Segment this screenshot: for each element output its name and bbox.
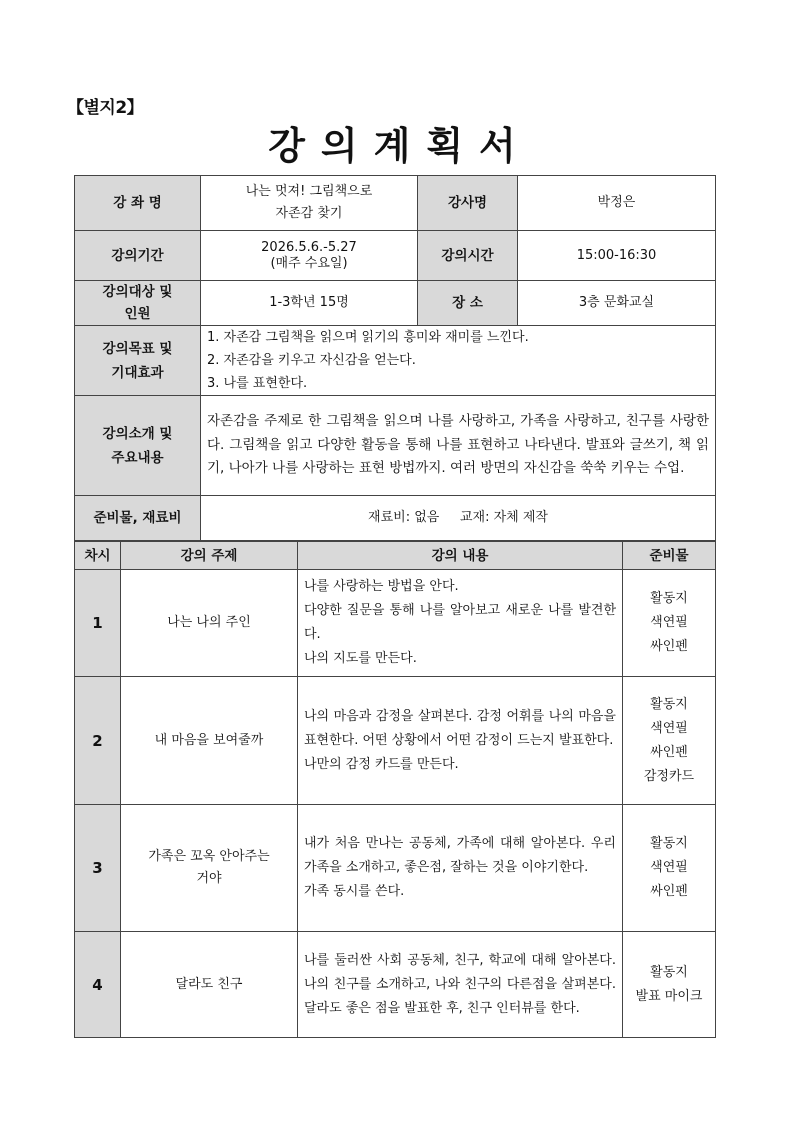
- materials-value: 재료비: 없음 교재: 자체 제작: [201, 496, 716, 541]
- materials-label: 준비물, 재료비: [75, 496, 201, 541]
- content-line: 나의 지도를 만든다.: [304, 651, 417, 666]
- lecture-plan-table: [74, 175, 715, 1038]
- session-content: [298, 805, 623, 932]
- course-name-line: 자존감 찾기: [275, 206, 343, 221]
- instructor-value: 박정은: [518, 176, 716, 231]
- period-line: (매주 수요일): [270, 255, 348, 271]
- supply-item: 감정카드: [643, 768, 695, 784]
- content-line: 나를 사랑하는 방법을 안다.: [304, 579, 459, 594]
- schedule-row: [75, 932, 716, 1038]
- session-number: 1: [75, 570, 121, 677]
- intro-label-line: 주요내용: [111, 449, 164, 466]
- supply-item: 색연필: [650, 860, 688, 875]
- content-line: 나를 둘러싼 사회 공동체, 친구, 학교에 대해 알아본다. 나의 친구를 소개하고, 나와 친구의 다른점을 살펴본다. 달라도 좋은 점을 발표한 후, 친구 인터뷰를 한다.: [304, 952, 616, 1016]
- period-label: 강의기간: [75, 231, 201, 281]
- supply-item: 활동지: [650, 964, 688, 980]
- topic-line: 나는 나의 주인: [167, 615, 251, 630]
- supply-item: 싸인펜: [650, 639, 688, 654]
- supply-item: 발표 마이크: [635, 988, 703, 1004]
- supply-item: 싸인펜: [650, 744, 688, 760]
- header-topic: 강의 주제: [121, 542, 298, 570]
- time-label: 강의시간: [418, 231, 518, 281]
- target-value: 1-3학년 15명: [201, 281, 418, 326]
- place-value: 3층 문화교실: [518, 281, 716, 326]
- session-supplies: [623, 932, 716, 1038]
- content-line: 나의 마음과 감정을 살펴본다. 감정 어휘를 나의 마음을 표현한다. 어떤 상황에서 어떤 감정이 드는지 발표한다.: [304, 708, 616, 748]
- content-line: 다양한 질문을 통해 나를 알아보고 새로운 나를 발견한다.: [304, 603, 616, 642]
- supply-item: 활동지: [650, 696, 688, 712]
- course-name-line: 나는 멋져! 그림책으로: [245, 184, 373, 199]
- row-period: [75, 231, 716, 281]
- goal-item: 3. 나를 표현한다.: [207, 376, 308, 391]
- session-supplies: [623, 570, 716, 677]
- intro-value: 자존감을 주제로 한 그림책을 읽으며 나를 사랑하고, 가족을 사랑하고, 친구를 사랑한다. 그림책을 읽고 다양한 활동을 통해 나를 표현하고 나타낸다. 발표와 글쓰기, 책 읽기, 나아가 나를 사랑하는 표현 방법까지. 여러 방면의 자신감을 쑥쑥 키우는 수업.: [201, 396, 716, 496]
- session-content: [298, 932, 623, 1038]
- topic-line: 거야: [196, 871, 222, 886]
- instructor-label: 강사명: [418, 176, 518, 231]
- session-topic: [121, 570, 298, 677]
- intro-label-line: 강의소개 및: [102, 425, 173, 442]
- row-target: [75, 281, 716, 326]
- course-name-value: [201, 176, 418, 231]
- place-label: 장 소: [418, 281, 518, 326]
- goals-value: [201, 326, 716, 396]
- session-supplies: [623, 677, 716, 805]
- topic-line: 가족은 꼬옥 안아주는: [148, 849, 270, 864]
- intro-label: [75, 396, 201, 496]
- goals-label: [75, 326, 201, 396]
- content-line: 가족 동시를 쓴다.: [304, 884, 405, 899]
- content-line: 나만의 감정 카드를 만든다.: [304, 756, 459, 772]
- period-value: [201, 231, 418, 281]
- topic-line: 내 마음을 보여줄까: [154, 732, 264, 748]
- session-supplies: [623, 805, 716, 932]
- row-intro: [75, 396, 716, 496]
- supply-item: 색연필: [650, 615, 688, 630]
- target-label-line: 인원: [124, 306, 151, 322]
- period-line: 2026.5.6.-5.27: [261, 239, 357, 255]
- schedule-row: [75, 677, 716, 805]
- goals-label-line: 강의목표 및: [102, 340, 173, 357]
- goal-item: 2. 자존감을 키우고 자신감을 얻는다.: [207, 353, 416, 368]
- row-course-name: [75, 176, 716, 231]
- target-label: [75, 281, 201, 326]
- schedule-row: [75, 570, 716, 677]
- supply-item: 색연필: [650, 720, 688, 736]
- session-number: 4: [75, 932, 121, 1038]
- header-supplies: 준비물: [623, 542, 716, 570]
- course-name-label: 강 좌 명: [75, 176, 201, 231]
- target-label-line: 강의대상 및: [102, 284, 173, 300]
- info-table: [74, 175, 716, 541]
- row-goals: [75, 326, 716, 396]
- goal-item: 1. 자존감 그림책을 읽으며 읽기의 흥미와 재미를 느낀다.: [207, 330, 529, 345]
- row-materials: [75, 496, 716, 541]
- annex-label: 【별지2】: [67, 98, 144, 118]
- schedule-table: [74, 541, 716, 1038]
- page-title: 강의계획서: [268, 124, 532, 168]
- session-number: 2: [75, 677, 121, 805]
- schedule-header-row: [75, 542, 716, 570]
- header-session: 차시: [75, 542, 121, 570]
- time-value: 15:00-16:30: [518, 231, 716, 281]
- supply-item: 싸인펜: [650, 884, 688, 899]
- supply-item: 활동지: [650, 836, 688, 851]
- content-line: 내가 처음 만나는 공동체, 가족에 대해 알아본다. 우리 가족을 소개하고, 좋은점, 잘하는 것을 이야기한다.: [304, 836, 616, 875]
- session-content: [298, 570, 623, 677]
- session-topic: [121, 805, 298, 932]
- header-content: 강의 내용: [298, 542, 623, 570]
- goals-label-line: 기대효과: [111, 364, 164, 381]
- supply-item: 활동지: [650, 591, 688, 606]
- schedule-row: [75, 805, 716, 932]
- session-number: 3: [75, 805, 121, 932]
- session-content: [298, 677, 623, 805]
- topic-line: 달라도 친구: [175, 976, 243, 992]
- session-topic: [121, 677, 298, 805]
- session-topic: [121, 932, 298, 1038]
